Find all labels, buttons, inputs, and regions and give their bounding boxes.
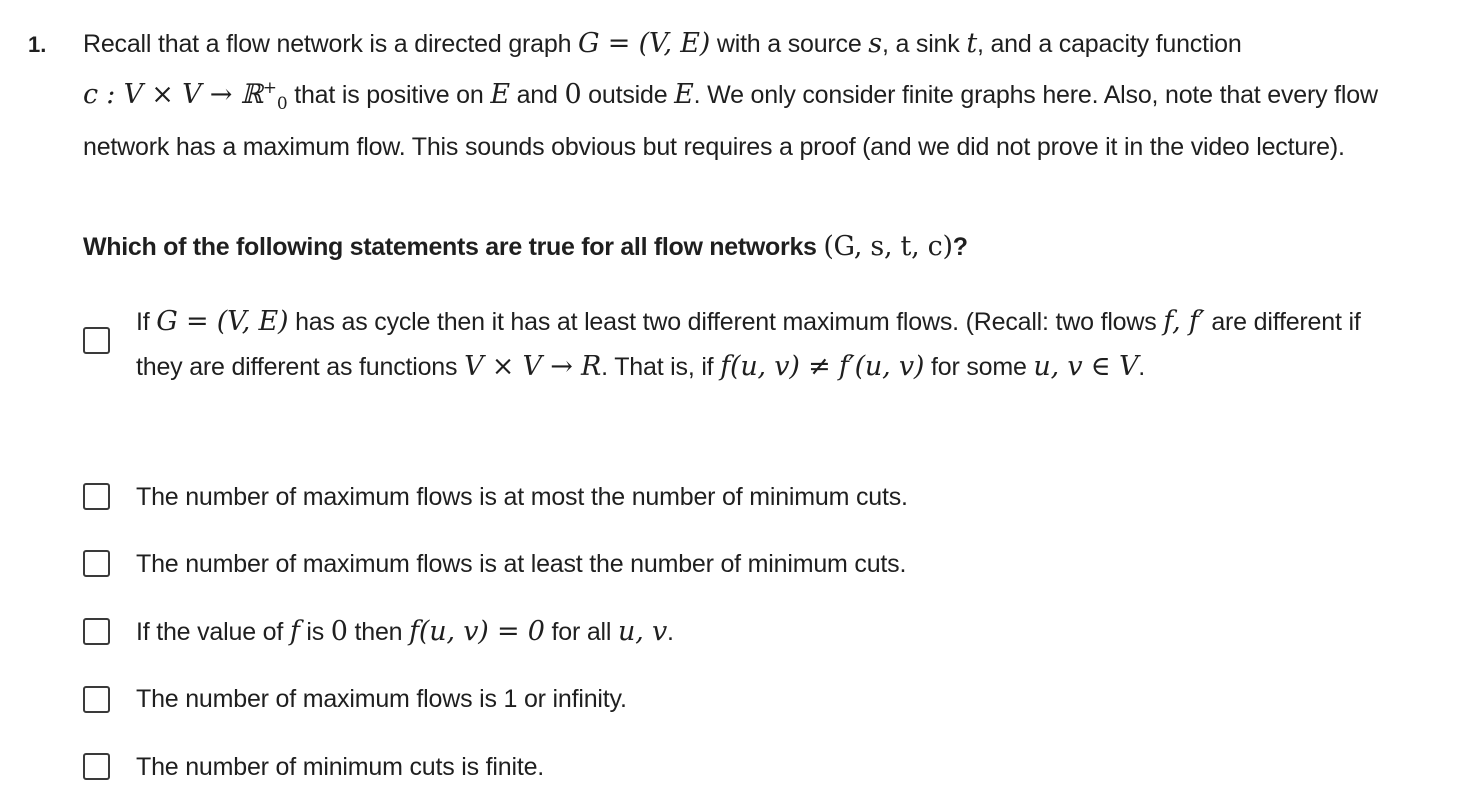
option-1-checkbox[interactable] [83,327,110,354]
question-number: 1. [28,32,47,57]
question-body [83,22,1433,781]
option-4-label [136,610,1376,655]
option-6-label: The number of minimum cuts is finite. [136,753,545,781]
option-3-checkbox[interactable] [83,550,110,577]
intro-text: , a sink [881,30,967,58]
math-zero: 0 [564,78,582,110]
math-capacity-map: c : V × V → ℝ [83,78,263,110]
option-text: for some [924,352,1034,381]
math-sink: t [966,28,977,59]
math-graph: G = (V, E) [578,28,711,59]
intro-text: , and a capacity function [976,30,1242,58]
option-text: then [347,618,410,646]
math-superscript: + [262,77,277,98]
option-5-checkbox[interactable] [83,686,110,713]
math-subscript: 0 [276,93,288,114]
option-text: is [299,618,331,646]
option-2-checkbox[interactable] [83,483,110,510]
option-text: for all [544,618,619,646]
intro-text: with a source [710,30,869,58]
option-text: are different if they are different as functions [136,308,1361,381]
intro-text: . We only consider finite graphs here. Also, note that every flow network has a maximum flow. This sounds obvious but requires a proof (and we did not prove it in the video lecture). [83,80,1378,161]
option-3-label: The number of maximum flows is at least the number of minimum cuts. [136,550,907,578]
math-edges: E [490,78,510,110]
math-flow-network: (G, s, t, c) [823,231,953,262]
prompt-text: Which of the following statements are true for all flow networks [83,233,824,261]
option-6-checkbox[interactable] [83,753,110,780]
intro-text: Recall that a flow network is a directed graph [83,30,579,58]
math-equation: f(u, v) = 0 [409,616,545,647]
intro-text: and [509,80,565,109]
intro-text: outside [581,80,675,109]
question-intro [83,22,1433,170]
question-prompt [83,227,968,267]
prompt-end: ? [952,233,968,261]
math-membership: u, v ∈ V [1033,350,1139,382]
option-text: . [1138,352,1146,381]
option-text: . That is, if [601,352,721,381]
math-flow: f [289,616,300,647]
option-text: If [136,308,157,336]
math-vertices: u, v [618,616,668,647]
intro-text: that is positive on [287,80,491,109]
option-text: . [667,618,674,646]
math-function-type: V × V → R [464,350,602,382]
math-inequality: f(u, v) ≠ f′(u, v) [720,350,925,382]
option-text: has as cycle then it has at least two different maximum flows. (Recall: two flows [288,308,1164,336]
math-graph: G = (V, E) [156,306,289,337]
math-source: s [868,28,882,59]
option-2-label: The number of maximum flows is at most the number of minimum cuts. [136,483,908,511]
option-text: If the value of [136,618,290,646]
math-flows: f, f′ [1163,306,1205,337]
math-edges: E [674,78,694,110]
option-4-checkbox[interactable] [83,618,110,645]
math-zero: 0 [330,616,348,647]
option-5-label: The number of maximum flows is 1 or infinity. [136,685,627,713]
option-1-label [136,300,1376,389]
